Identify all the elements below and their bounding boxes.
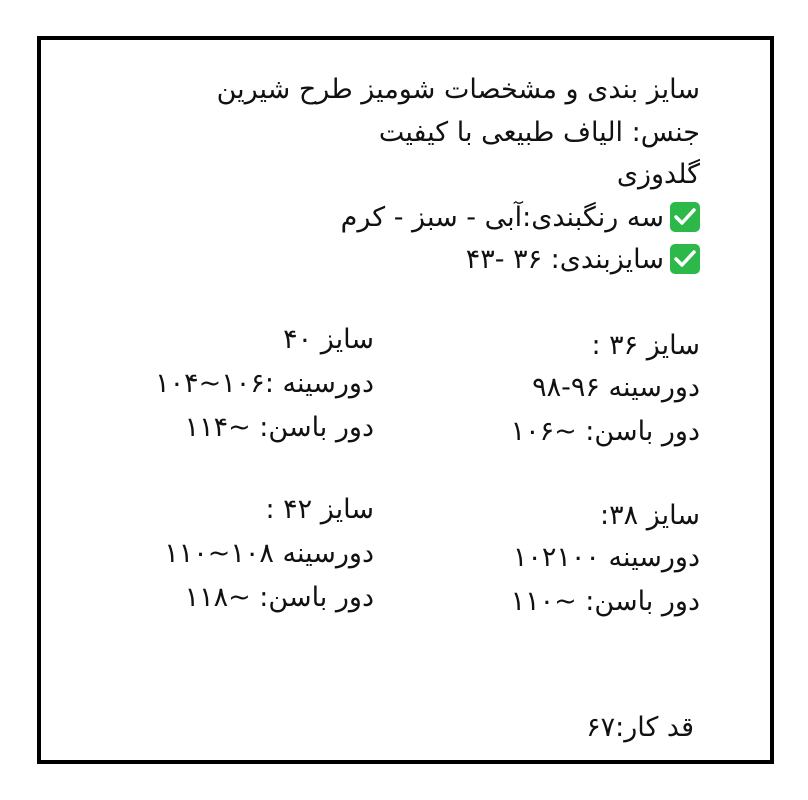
sizing-text: سایزبندی: ۳۶ -۴۳ [465, 244, 664, 275]
colors-text: سه رنگبندی:آبی - سبز - کرم [340, 202, 664, 233]
check-icon [670, 244, 700, 274]
size-38-chest: دورسینه ۱۰۲۱۰۰ [512, 542, 700, 573]
length-text: قد کار:۶۷ [586, 712, 694, 743]
size-40-title: سایز ۴۰ [283, 324, 374, 355]
size-42-hip: دور باسن: ~۱۱۸ [184, 582, 374, 613]
size-36-hip: دور باسن: ~۱۰۶ [510, 416, 700, 447]
page-title: سایز بندی و مشخصات شومیز طرح شیرین [216, 74, 700, 105]
size-36-chest: دورسینه ۹۶-۹۸ [532, 372, 700, 403]
material-text: جنس: الیاف طبیعی با کیفیت [378, 117, 700, 148]
size-42-title: سایز ۴۲ : [265, 494, 374, 525]
size-42-chest: دورسینه ۱۰۸~۱۱۰ [164, 538, 374, 569]
embroidery-text: گلدوزی [616, 159, 700, 190]
size-40-chest: دورسینه :۱۰۶~۱۰۴ [155, 368, 374, 399]
size-40-hip: دور باسن: ~۱۱۴ [184, 412, 374, 443]
check-icon [670, 202, 700, 232]
sizing-row [466, 242, 700, 278]
colors-row [341, 200, 700, 236]
size-38-title: سایز ۳۸: [600, 500, 700, 531]
size-38-hip: دور باسن: ~۱۱۰ [510, 586, 700, 617]
size-36-title: سایز ۳۶ : [591, 330, 700, 361]
